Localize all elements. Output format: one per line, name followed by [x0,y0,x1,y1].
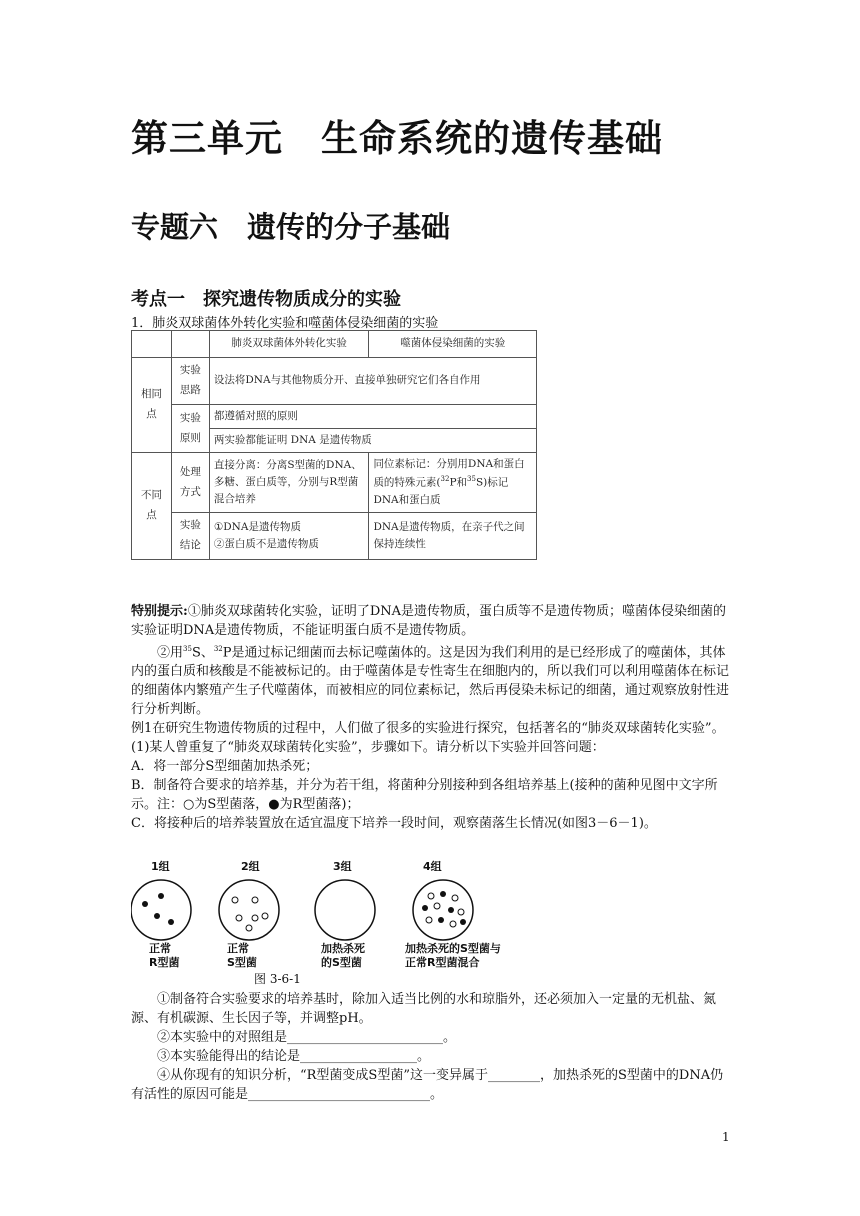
step-a: A．将一部分S型细菌加热杀死； [131,759,319,775]
question-d: ④从你现有的知识分析，“R型菌变成S型菌”这一变异属于________，加热杀死的S型菌中的DNA仍有活性的原因可能是____________________________。 [131,1068,724,1102]
figure-petri-dishes [131,858,551,978]
group-label: 3组 [333,860,352,873]
header-transformation: 肺炎双球菌体外转化实验 [209,331,369,358]
question-c: ③本实验能得出的结论是__________________。 [157,1049,431,1064]
dishes-svg [131,872,551,942]
table-intro: 1．肺炎双球菌体外转化实验和噬菌体侵染细菌的实验 [131,316,439,331]
question-b: ②本实验中的对照组是________________________。 [157,1030,457,1045]
table-cell: ①DNA是遗传物质 ②蛋白质不是遗传物质 [209,512,369,559]
row-label: 处理方式 [171,453,209,512]
question-a: ①制备符合实验要求的培养基时，除加入适当比例的水和琼脂外，还必须加入一定量的无机盐、氮源、有机碳源、生长因子等，并调整pH。 [131,992,717,1026]
group-label: 4组 [423,860,442,873]
figure-caption: 图 3-6-1 [254,972,301,986]
table-cell: 设法将DNA与其他物质分开、直接单独研究它们各自作用 [209,357,536,404]
table-row [132,453,537,512]
table-cell: 两实验都能证明 DNA 是遗传物质 [209,429,536,453]
questions-block [131,990,731,1104]
question-1: (1)某人曾重复了“肺炎双球菌转化实验”，步骤如下。请分析以下实验并回答问题： [131,740,605,756]
row-label: 实验思路 [171,357,209,404]
comparison-table [131,330,537,560]
header-phage: 噬菌体侵染细菌的实验 [369,331,537,358]
diff-label: 不同点 [132,453,172,559]
dish-caption: 正常 S型菌 [227,942,257,969]
dish-caption: 加热杀死 的S型菌 [321,942,365,969]
table-row [132,357,537,404]
step-b: B．制备符合要求的培养基，并分为若干组，将菌种分别接种到各组培养基上(接种的菌种见图中文字所示。注：○为S型菌落，●为R型菌落)； [131,778,718,813]
table-row [132,512,537,559]
table-header-row [132,331,537,358]
row-label: 实验结论 [171,512,209,559]
step-c: C．将接种后的培养装置放在适宜温度下培养一段时间，观察菌落生长情况(如图3－6－1)。 [131,816,657,832]
tip-label: 特别提示: [131,604,188,619]
table-cell: DNA是遗传物质，在亲子代之间保持连续性 [369,512,537,559]
r-colonies [142,893,174,925]
row-label: 实验原则 [171,404,209,453]
page-number: 1 [722,1130,730,1144]
table-cell: 同位素标记：分别用DNA和蛋白质的特殊元素($^{32}$P和$^{35}$S)标记DNA和蛋白质 [369,453,537,512]
petri-dish [315,880,375,940]
section-heading: 考点一 探究遗传物质成分的实验 [131,289,401,310]
dish-caption: 正常 R型菌 [149,942,180,969]
group-label: 2组 [241,860,260,873]
petri-dish [131,880,191,940]
petri-dish [413,880,473,940]
table-cell: 直接分离：分离S型菌的DNA、多糖、蛋白质等，分别与R型菌混合培养 [209,453,369,512]
same-label: 相同点 [132,357,172,453]
tip-block: 特别提示:①肺炎双球菌转化实验，证明了DNA是遗传物质，蛋白质等不是遗传物质；噬菌体侵染细菌的实验证明DNA是遗传物质，不能证明蛋白质不是遗传物质。 ②用$^{35}$S、$^{32}$P是通过标记细菌而去标记噬菌体的。这是因为我们利用的是已经形成了的噬菌体，其体内的蛋白质和核酸是不能被标记的。由于噬菌体是专性寄生在细胞内的，所以我们可以利用噬菌体在标记的细菌体内繁殖产生子代噬菌体，而被相应的同位素标记，然后再侵染未标记的细菌，通过观察放射性进行分析判断。 例1在研究生物遗传物质的过程中，人们做了很多的实验进行探究，包括著名的“肺炎双球菌转化实验”。 (1)某人曾重复了“肺炎双球菌转化实验”，步骤如下。请分析以下实验并回答问题： A．将一部分S型细菌加热杀死； B．制备符合要求的培养基，并分为若干组，将菌种分别接种到各组培养基上(接种的菌种见图中文字所示。注：○为S型菌落，●为R型菌落)； C．将接种后的培养装置放在适宜温度下培养一段时间，观察菌落生长情况(如图3－6－1)。 [131,604,730,832]
mixed-colonies [422,891,466,927]
dish-caption: 加热杀死的S型菌与 正常R型菌混合 [405,942,501,969]
s-colonies [232,897,268,931]
table-row [132,404,537,428]
group-label: 1组 [151,860,170,873]
topic-title: 专题六 遗传的分子基础 [131,210,451,244]
example-intro: 例1在研究生物遗传物质的过程中，人们做了很多的实验进行探究，包括著名的“肺炎双球菌转化实验”。 [131,721,725,737]
unit-title: 第三单元 生命系统的遗传基础 [131,117,663,160]
table-cell: 都遵循对照的原则 [209,404,536,428]
